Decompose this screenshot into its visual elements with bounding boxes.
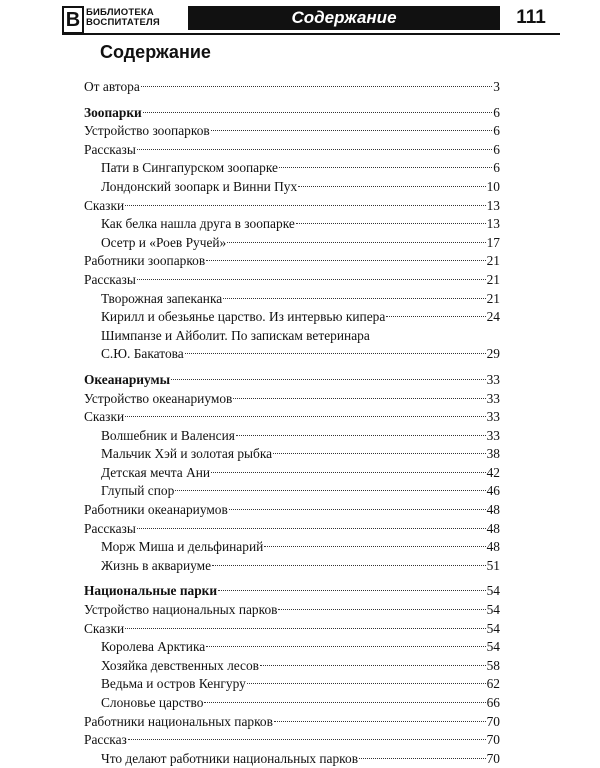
toc-entry[interactable] [84,445,500,464]
toc-entry-page: 54 [486,602,500,618]
toc-entry-label: Работники национальных парков [84,713,273,729]
toc-entry-label: Сказки [84,409,125,425]
dot-leader [143,111,493,113]
dot-leader [223,297,485,299]
toc-entry-label: Шимпанзе и Айболит. По запискам ветеринара [101,327,370,343]
toc-section-heading[interactable] [84,104,500,123]
toc-entry[interactable] [84,122,500,141]
dot-leader [278,608,485,610]
toc-entry-page: 54 [486,639,500,655]
dot-leader [212,564,486,566]
dot-leader [211,471,486,473]
toc-entry[interactable] [84,215,500,234]
dot-leader [206,259,485,261]
toc-entry-label: Королева Арктика [101,639,206,655]
dot-leader [236,434,486,436]
toc-entry[interactable] [84,713,500,732]
dot-leader [211,129,493,131]
dot-leader [274,720,486,722]
toc-entry-page: 70 [486,732,500,748]
toc-entry-label: Устройство зоопарков [84,123,210,139]
toc-entry-page: 21 [486,271,500,287]
toc-entry[interactable] [84,675,500,694]
dot-leader [247,682,486,684]
toc-entry-label: Осетр и «Роев Ручей» [101,234,227,250]
toc-entry-label: Устройство национальных парков [84,602,278,618]
toc-entry-label: Что делают работники национальных парков [101,750,359,766]
toc-entry[interactable] [84,234,500,253]
toc-entry[interactable] [84,327,500,346]
toc-entry-page: 46 [486,483,500,499]
page-number: 111 [516,7,546,28]
dot-leader [125,627,485,629]
toc-section-heading[interactable] [84,582,500,601]
toc-entry-page: 6 [493,123,500,139]
toc-entry[interactable] [84,557,500,576]
dot-leader [227,241,485,243]
series-name-line1: БИБЛИОТЕКА [86,7,154,18]
toc-entry-label: Жизнь в аквариуме [101,557,212,573]
dot-leader [233,397,485,399]
section-gap [84,575,500,582]
toc-entry-label: Пати в Сингапурском зоопарке [101,160,278,176]
toc-entry[interactable] [84,290,500,309]
section-gap [84,97,500,104]
toc-entry-label: С.Ю. Бакатова [101,346,184,362]
toc-entry[interactable] [84,271,500,290]
toc-entry[interactable] [84,408,500,427]
dot-leader [128,738,486,740]
toc-entry-page: 21 [486,253,500,269]
toc-entry-page: 29 [486,346,500,362]
toc-entry-label: Зоопарки [84,104,142,120]
table-of-contents [84,78,500,768]
toc-entry[interactable] [84,464,500,483]
dot-leader [137,278,486,280]
toc-entry-page: 54 [486,620,500,636]
toc-entry[interactable] [84,308,500,327]
toc-entry-page: 51 [486,557,500,573]
toc-entry-page: 33 [486,409,500,425]
toc-entry-page: 21 [486,290,500,306]
series-logo: B [62,6,84,34]
toc-entry[interactable] [84,159,500,178]
toc-entry-label: От автора [84,79,140,94]
dot-leader [141,85,492,87]
series-name [86,8,182,28]
toc-entry[interactable] [84,620,500,639]
toc-entry[interactable] [84,390,500,409]
toc-entry-label: Лондонский зоопарк и Винни Пух [101,178,298,194]
toc-entry-label: Детская мечта Ани [101,464,211,480]
toc-entry-page: 48 [486,502,500,518]
running-header [62,6,558,34]
section-gap [84,364,500,371]
toc-entry[interactable] [84,78,500,97]
toc-entry[interactable] [84,731,500,750]
toc-entry-label: Устройство океанариумов [84,390,233,406]
toc-title: Содержание [100,42,211,62]
toc-entry[interactable] [84,252,500,271]
dot-leader [206,645,485,647]
toc-entry-label: Национальные парки [84,583,218,599]
toc-entry[interactable] [84,601,500,620]
toc-entry[interactable] [84,694,500,713]
toc-entry[interactable] [84,538,500,557]
dot-leader [279,166,492,168]
toc-entry[interactable] [84,197,500,216]
toc-entry-page: 33 [486,427,500,443]
toc-entry-label: Мальчик Хэй и золотая рыбка [101,446,273,462]
toc-entry-label: Работники зоопарков [84,253,206,269]
toc-entry-page: 33 [486,371,500,387]
dot-leader [185,352,486,354]
toc-entry-label: Сказки [84,197,125,213]
dot-leader [175,489,485,491]
toc-entry-page: 6 [493,160,500,176]
dot-leader [264,545,485,547]
dot-leader [125,415,485,417]
toc-entry-page: 70 [486,750,500,766]
toc-entry-label: Кирилл и обезьянье царство. Из интервью кипера [101,309,386,325]
toc-entry-page: 10 [486,178,500,194]
toc-entry-page: 6 [493,104,500,120]
toc-entry[interactable] [84,345,500,364]
dot-leader [260,664,486,666]
dot-leader [218,589,486,591]
toc-entry-label: Рассказы [84,271,136,287]
dot-leader [137,148,492,150]
toc-entry[interactable] [84,178,500,197]
dot-leader [386,315,485,317]
toc-entry-page: 24 [486,309,500,325]
toc-entry[interactable] [84,427,500,446]
toc-entry[interactable] [84,657,500,676]
toc-entry[interactable] [84,750,500,768]
dot-leader [298,185,485,187]
toc-entry-page: 13 [486,216,500,232]
toc-entry-page: 62 [486,676,500,692]
toc-entry-label: Глупый спор [101,483,175,499]
toc-section-heading[interactable] [84,371,500,390]
toc-entry-label: Рассказы [84,141,136,157]
toc-entry[interactable] [84,482,500,501]
toc-entry-label: Рассказ [84,732,127,748]
toc-entry-label: Работники океанариумов [84,502,228,518]
toc-entry-page: 33 [486,390,500,406]
toc-entry-label: Слоновье царство [101,695,204,710]
toc-entry-page: 48 [486,520,500,536]
toc-entry[interactable] [84,141,500,160]
toc-entry-label: Океанариумы [84,371,171,387]
dot-leader [171,378,486,380]
toc-entry-page: 70 [486,713,500,729]
toc-entry[interactable] [84,520,500,539]
toc-entry[interactable] [84,501,500,520]
dot-leader [296,222,486,224]
toc-entry-label: Как белка нашла друга в зоопарке [101,216,295,232]
toc-entry-label: Морж Миша и дельфинарий [101,539,264,555]
dot-leader [229,508,486,510]
toc-entry-label: Ведьма и остров Кенгуру [101,676,246,692]
toc-entry-label: Хозяйка девственных лесов [101,657,260,673]
toc-entry-page: 48 [486,539,500,555]
toc-entry-page: 54 [486,583,500,599]
toc-entry-page: 3 [493,79,500,94]
dot-leader [204,701,485,703]
dot-leader [125,204,485,206]
toc-entry-label: Рассказы [84,520,136,536]
toc-entry-label: Волшебник и Валенсия [101,427,235,443]
toc-entry-page: 6 [493,141,500,157]
series-name-line2: ВОСПИТАТЕЛЯ [86,17,160,28]
header-rule [62,33,560,35]
dot-leader [273,452,486,454]
toc-entry-page: 13 [486,197,500,213]
toc-entry-label: Сказки [84,620,125,636]
toc-entry-page: 66 [486,695,500,710]
toc-entry[interactable] [84,638,500,657]
toc-entry-page: 58 [486,657,500,673]
toc-entry-page: 17 [486,234,500,250]
section-title-band: Содержание [188,6,500,30]
dot-leader [137,527,486,529]
toc-entry-page: 42 [486,464,500,480]
toc-entry-page: 38 [486,446,500,462]
toc-entry-label: Творожная запеканка [101,290,223,306]
dot-leader [359,757,486,759]
